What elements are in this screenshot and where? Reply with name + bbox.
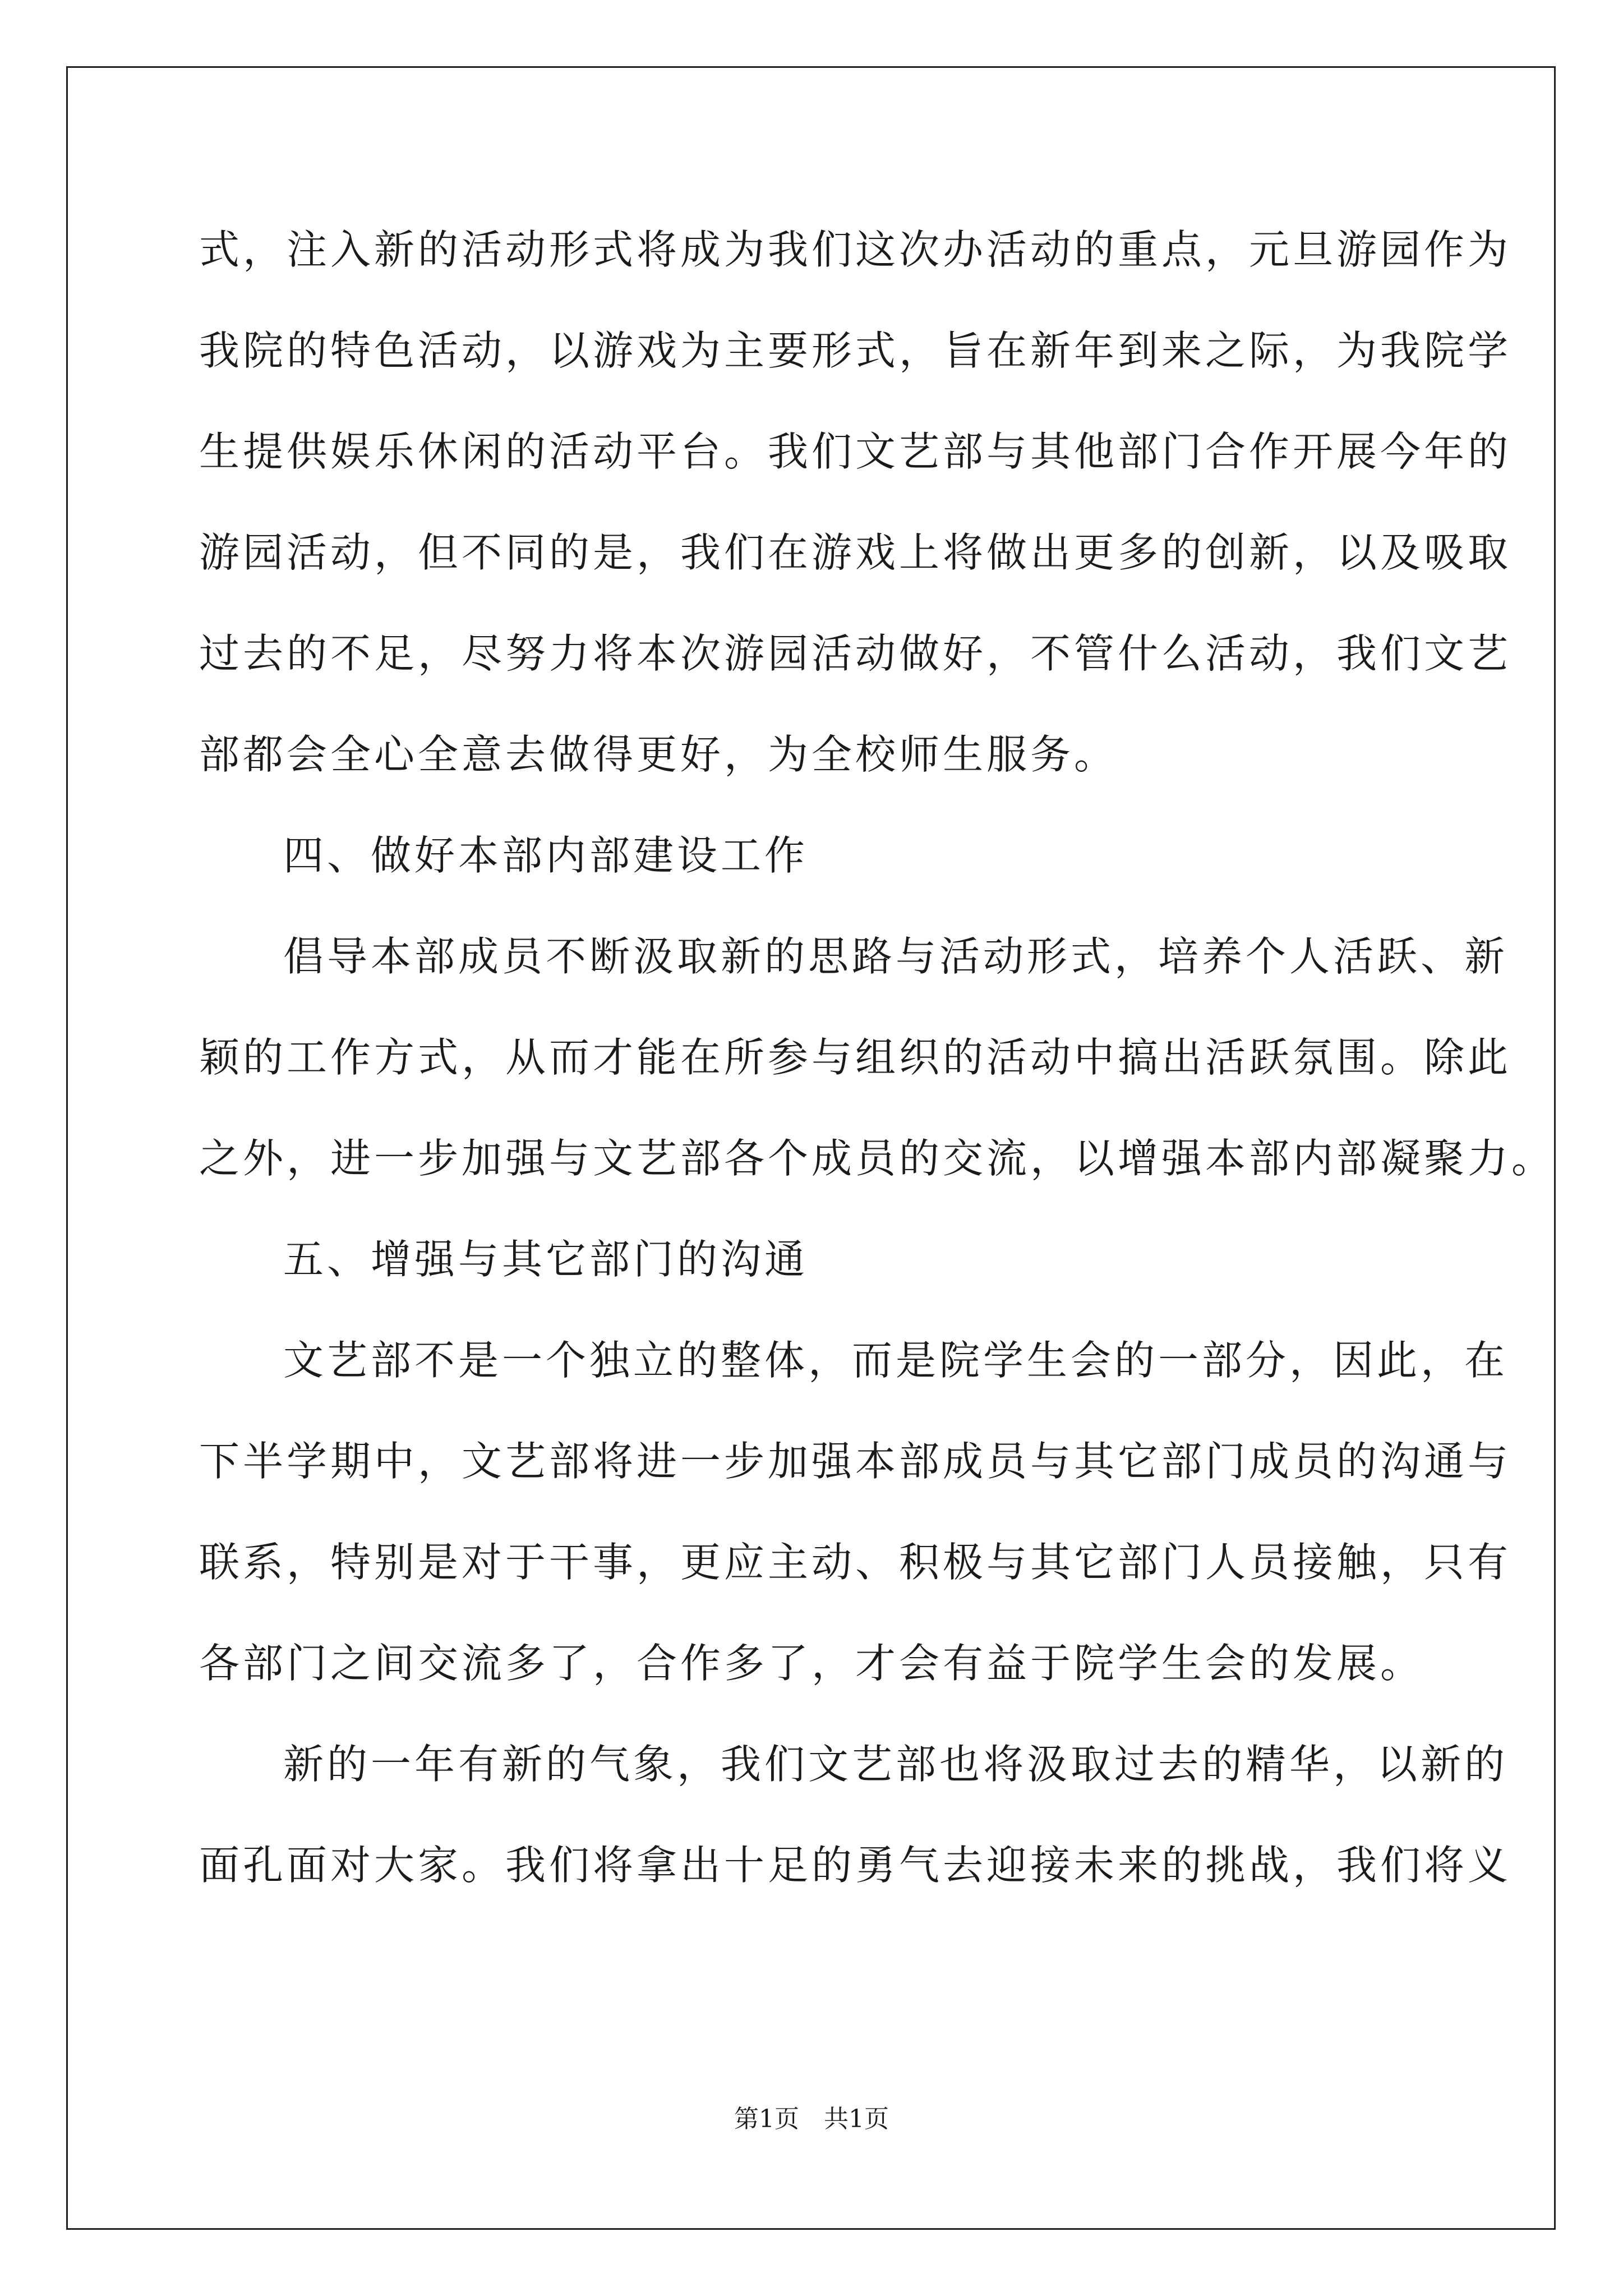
- text-line: 联系，特别是对于干事，更应主动、积极与其它部门人员接触，只有: [199, 1539, 1512, 1586]
- text-line: 各部门之间交流多了，合作多了，才会有益于院学生会的发展。: [199, 1640, 1424, 1687]
- text-line: 过去的不足，尽努力将本次游园活动做好，不管什么活动，我们文艺: [199, 630, 1512, 677]
- text-line: 部都会全心全意去做得更好，为全校师生服务。: [199, 731, 1118, 778]
- text-line: 颖的工作方式，从而才能在所参与组织的活动中搞出活跃氛围。除此: [199, 1034, 1512, 1081]
- text-line: 新的一年有新的气象，我们文艺部也将汲取过去的精华，以新的: [283, 1741, 1509, 1788]
- section-heading: 四、做好本部内部建设工作: [283, 832, 809, 879]
- text-line: 倡导本部成员不断汲取新的思路与活动形式，培养个人活跃、新: [283, 933, 1509, 980]
- text-line: 下半学期中，文艺部将进一步加强本部成员与其它部门成员的沟通与: [199, 1438, 1512, 1485]
- text-line: 文艺部不是一个独立的整体，而是院学生会的一部分，因此，在: [283, 1337, 1509, 1384]
- text-line: 式，注入新的活动形式将成为我们这次办活动的重点，元旦游园作为: [199, 226, 1512, 273]
- page-footer: 第1页 共1页: [734, 2105, 889, 2133]
- text-line: 之外，进一步加强与文艺部各个成员的交流，以增强本部内部凝聚力。: [199, 1135, 1556, 1182]
- text-line: 面孔面对大家。我们将拿出十足的勇气去迎接未来的挑战，我们将义: [199, 1842, 1512, 1889]
- text-line: 生提供娱乐休闲的活动平台。我们文艺部与其他部门合作开展今年的: [199, 428, 1512, 475]
- text-line: 我院的特色活动，以游戏为主要形式，旨在新年到来之际，为我院学: [199, 327, 1512, 374]
- section-heading: 五、增强与其它部门的沟通: [283, 1236, 809, 1283]
- text-line: 游园活动，但不同的是，我们在游戏上将做出更多的创新，以及吸取: [199, 529, 1512, 576]
